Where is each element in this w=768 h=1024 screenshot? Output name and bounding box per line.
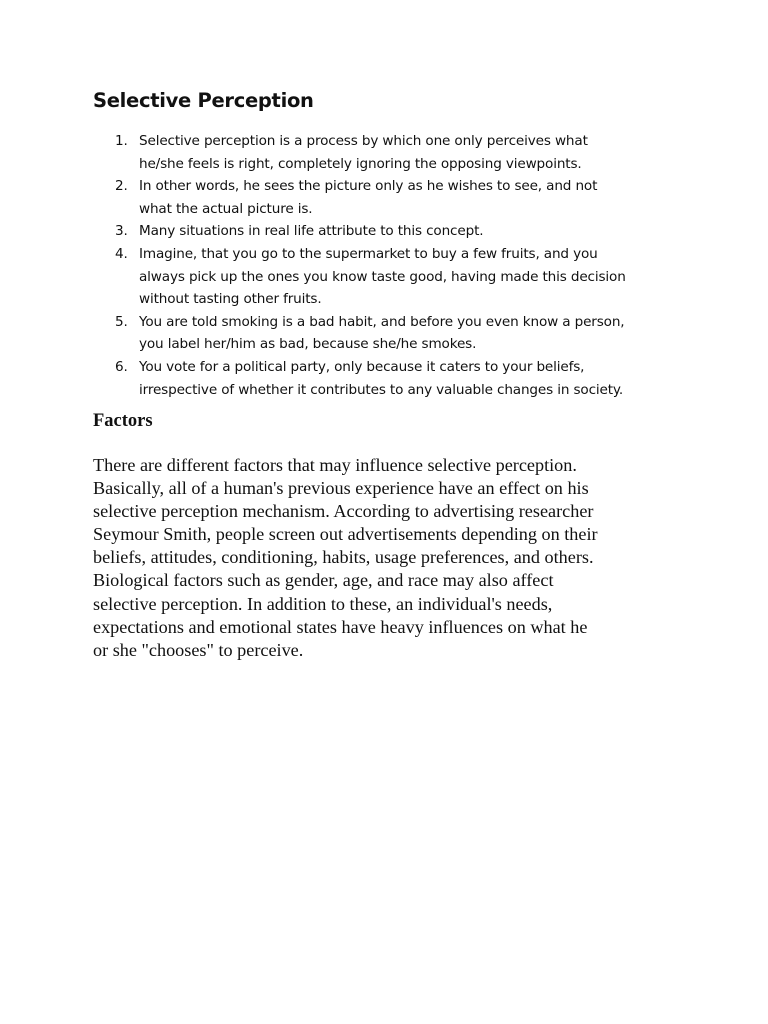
list-item-number: 3. — [115, 223, 128, 240]
list-item — [93, 130, 693, 175]
paragraph-line: beliefs, attitudes, conditioning, habits, usage preferences, and others. — [93, 547, 594, 568]
list-item-text-line: what the actual picture is. — [139, 200, 313, 217]
list-item-text-line: irrespective of whether it contributes to any valuable changes in society. — [139, 381, 624, 398]
list-item — [93, 356, 693, 401]
paragraph-line: Biological factors such as gender, age, and race may also affect — [93, 570, 554, 591]
list-item-text-line: always pick up the ones you know taste good, having made this decision — [139, 268, 626, 285]
numbered-list — [93, 130, 693, 401]
paragraph-line: or she "chooses" to perceive. — [93, 639, 304, 660]
list-item-number: 2. — [115, 178, 128, 195]
list-item-text-line: without tasting other fruits. — [139, 291, 322, 308]
factors-heading: Factors — [93, 411, 153, 431]
list-item — [93, 243, 693, 311]
list-item — [93, 220, 693, 243]
list-item-number: 6. — [115, 358, 128, 375]
list-item-text-line: In other words, he sees the picture only as he wishes to see, and not — [139, 178, 598, 195]
list-item-text-line: You are told smoking is a bad habit, and before you even know a person, — [139, 313, 625, 330]
paragraph-line: Basically, all of a human's previous experience have an effect on his — [93, 478, 589, 499]
paragraph-line: Seymour Smith, people screen out advertisements depending on their — [93, 524, 598, 545]
paragraph-line: selective perception. In addition to these, an individual's needs, — [93, 593, 553, 614]
page-title: Selective Perception — [93, 89, 314, 112]
list-item-text-line: Many situations in real life attribute to this concept. — [139, 223, 484, 240]
list-item-text-line: Imagine, that you go to the supermarket to buy a few fruits, and you — [139, 245, 598, 262]
paragraph-line: There are different factors that may influence selective perception. — [93, 455, 577, 475]
list-item-number: 5. — [115, 313, 128, 330]
list-item-number: 1. — [115, 133, 128, 149]
list-item-text-line: he/she feels is right, completely ignoring the opposing viewpoints. — [139, 155, 582, 172]
factors-paragraph — [93, 454, 598, 662]
paragraph-line: selective perception mechanism. According to advertising researcher — [93, 501, 594, 522]
list-item-text-line: Selective perception is a process by which one only perceives what — [139, 133, 588, 149]
list-item-text-line: you label her/him as bad, because she/he smokes. — [139, 336, 477, 353]
list-item-text-line: You vote for a political party, only because it caters to your beliefs, — [139, 358, 585, 375]
paragraph-line: expectations and emotional states have heavy influences on what he — [93, 616, 588, 637]
list-item — [93, 175, 693, 220]
list-item — [93, 311, 693, 356]
list-item-number: 4. — [115, 245, 128, 262]
